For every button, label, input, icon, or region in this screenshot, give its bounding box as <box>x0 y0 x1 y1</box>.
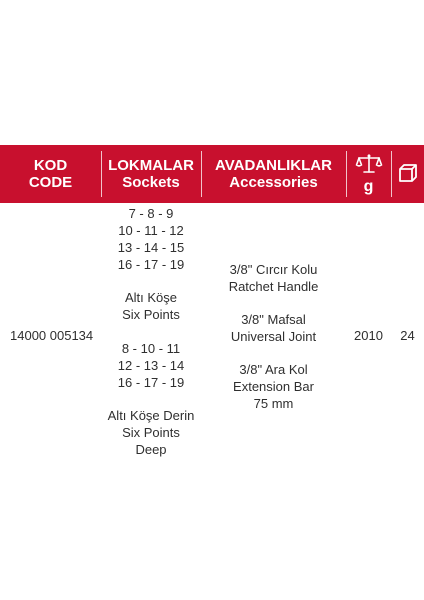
cell-accessories <box>201 203 346 463</box>
weight-unit: g <box>363 178 374 195</box>
cell-code <box>0 203 101 463</box>
socket-type-1-en: Six Points <box>122 307 180 322</box>
accessory-3-en: Extension Bar <box>233 379 314 394</box>
socket-type-1-tr: Altı Köşe <box>124 290 178 305</box>
header-sockets-en: Sockets <box>122 174 180 191</box>
header-accessories <box>201 145 346 203</box>
socket-sizes-2-line-2: 12 - 13 - 14 <box>117 358 185 373</box>
weight-value: 2010 <box>354 327 383 343</box>
box-icon <box>397 163 419 185</box>
cell-quantity <box>391 203 424 463</box>
product-code: 14000 005134 <box>10 327 94 343</box>
accessory-3-tr: 3/8" Ara Kol <box>239 362 308 377</box>
cell-weight <box>346 203 391 463</box>
table-row <box>0 203 424 463</box>
quantity-value: 24 <box>400 327 415 343</box>
socket-sizes-1-line-1: 7 - 8 - 9 <box>128 206 174 221</box>
cell-sockets <box>101 203 201 463</box>
accessory-2-en: Universal Joint <box>230 329 317 344</box>
socket-sizes-1-line-4: 16 - 17 - 19 <box>117 257 185 272</box>
socket-type-2-tr: Altı Köşe Derin <box>107 408 195 423</box>
header-accessories-en: Accessories <box>229 174 318 191</box>
header-code-en: CODE <box>28 174 73 191</box>
header-code <box>0 145 101 203</box>
socket-sizes-2-line-1: 8 - 10 - 11 <box>121 341 181 356</box>
socket-sizes-1-line-2: 10 - 11 - 12 <box>118 223 184 238</box>
header-accessories-tr: AVADANLIKLAR <box>215 157 332 174</box>
header-weight <box>346 145 391 203</box>
accessory-3-size: 75 mm <box>253 396 294 411</box>
accessory-1-tr: 3/8" Cırcır Kolu <box>229 262 318 277</box>
socket-type-2-en-deep: Deep <box>135 442 167 457</box>
socket-sizes-1-line-3: 13 - 14 - 15 <box>117 240 185 255</box>
socket-sizes-2-line-3: 16 - 17 - 19 <box>117 375 185 390</box>
header-quantity <box>391 145 424 203</box>
accessory-2-tr: 3/8" Mafsal <box>241 312 306 327</box>
socket-type-2-en: Six Points <box>122 425 180 440</box>
header-sockets <box>101 145 201 203</box>
header-code-tr: KOD <box>33 157 68 174</box>
accessory-1-en: Ratchet Handle <box>228 279 319 294</box>
header-sockets-tr: LOKMALAR <box>108 157 194 174</box>
scale-icon <box>355 153 383 175</box>
table-header <box>0 145 424 203</box>
